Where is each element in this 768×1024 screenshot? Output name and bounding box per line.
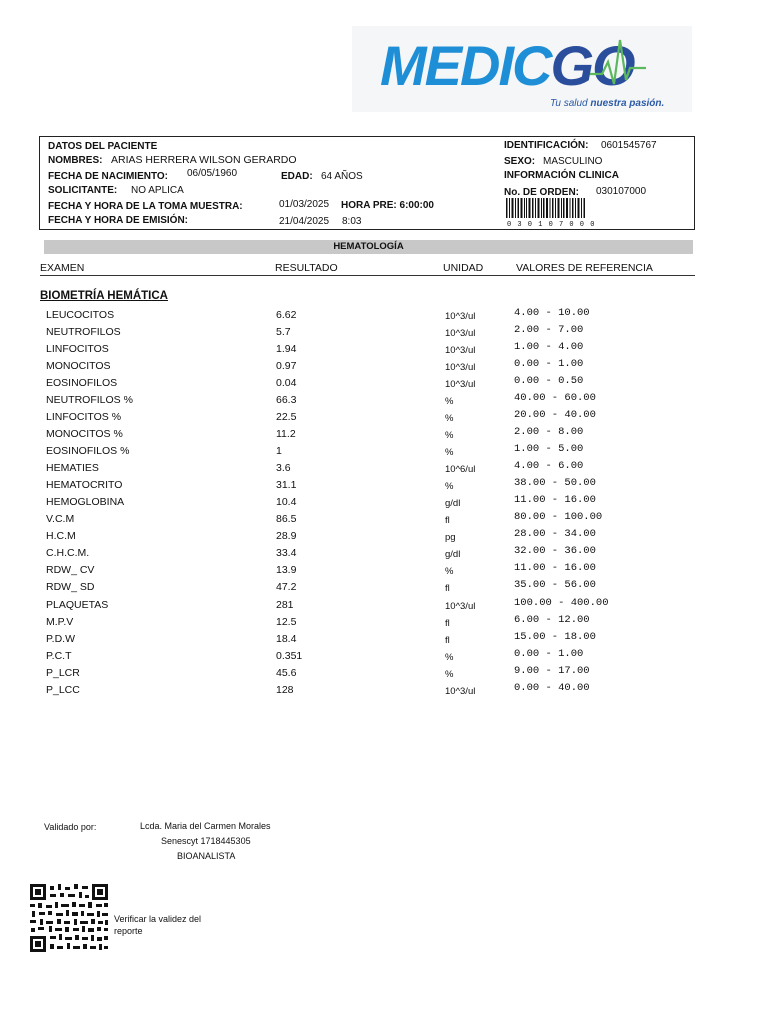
exam-name: HEMATIES [46,462,99,474]
exam-unit: % [445,430,454,441]
exam-result: 18.4 [276,633,297,645]
exam-unit: fl [445,515,450,526]
exam-result: 0.97 [276,360,297,372]
order-value: 030107000 [596,186,647,197]
table-row [0,427,768,444]
table-row [0,478,768,495]
col-unit: UNIDAD [443,262,484,274]
exam-result: 28.9 [276,530,297,542]
table-row [0,393,768,410]
exam-reference: 6.00 - 12.00 [514,614,590,626]
exam-name: V.C.M [46,513,75,525]
exam-result: 1.94 [276,343,297,355]
exam-name: LINFOCITOS [46,343,109,355]
exam-unit: g/dl [445,498,461,509]
exam-name: P_LCR [46,667,80,679]
exam-reference: 35.00 - 56.00 [514,579,596,591]
emission-datetime-label: FECHA Y HORA DE EMISIÓN: [48,215,189,226]
exam-name: HEMATOCRITO [46,479,123,491]
exam-name: RDW_ SD [46,581,95,593]
birth-label: FECHA DE NACIMIENTO: [48,171,168,182]
exam-reference: 2.00 - 7.00 [514,324,584,336]
exam-unit: 10^3/ul [445,686,476,697]
exam-reference: 32.00 - 36.00 [514,545,596,557]
exam-name: LEUCOCITOS [46,309,115,321]
table-row [0,376,768,393]
barcode-digits: 0 3 0 1 0 7 0 0 0 [507,221,596,229]
exam-result: 5.7 [276,326,291,338]
sample-date-value: 01/03/2025 [279,199,330,210]
table-row [0,683,768,700]
logo-tagline: Tu salud nuestra pasión. [550,98,665,109]
validator-name: Lcda. Maria del Carmen Morales [140,821,271,831]
exam-result: 0.351 [276,650,303,662]
exam-unit: % [445,481,454,492]
exam-reference: 4.00 - 6.00 [514,460,584,472]
exam-reference: 4.00 - 10.00 [514,307,590,319]
requester-label: SOLICITANTE: [48,185,118,196]
exam-name: LINFOCITOS % [46,411,122,423]
exam-result: 128 [276,684,294,696]
order-barcode [506,198,586,218]
names-value: ARIAS HERRERA WILSON GERARDO [111,154,297,166]
exam-unit: fl [445,618,450,629]
table-row [0,598,768,615]
exam-reference: 40.00 - 60.00 [514,392,596,404]
exam-reference: 100.00 - 400.00 [514,597,609,609]
table-row [0,632,768,649]
table-row [0,495,768,512]
exam-reference: 1.00 - 4.00 [514,341,584,353]
exam-result: 6.62 [276,309,297,321]
exam-reference: 28.00 - 34.00 [514,528,596,540]
exam-unit: fl [445,583,450,594]
exam-name: EOSINOFILOS % [46,445,130,457]
id-label: IDENTIFICACIÓN: [504,140,589,151]
table-row [0,580,768,597]
logo-wordmark: MEDICGO [380,34,634,97]
exam-result: 13.9 [276,564,297,576]
age-label: EDAD: [281,171,313,182]
table-row [0,666,768,683]
verify-text-line2: reporte [114,926,143,936]
exam-name: MONOCITOS [46,360,111,372]
requester-value: NO APLICA [131,185,184,196]
exam-unit: 10^3/ul [445,311,476,322]
id-value: 0601545767 [601,140,657,151]
exam-name: C.H.C.M. [46,547,90,559]
exam-unit: % [445,652,454,663]
exam-reference: 11.00 - 16.00 [514,494,596,506]
exam-reference: 20.00 - 40.00 [514,409,596,421]
table-row [0,649,768,666]
col-exam: EXAMEN [40,262,85,274]
sex-value: MASCULINO [543,156,603,167]
table-row [0,546,768,563]
exam-result: 3.6 [276,462,291,474]
exam-result: 86.5 [276,513,297,525]
exam-unit: pg [445,532,456,543]
table-row [0,308,768,325]
table-row [0,512,768,529]
table-row [0,529,768,546]
exam-unit: % [445,396,454,407]
exam-unit: 10^6/ul [445,464,476,475]
table-row [0,325,768,342]
sample-datetime-label: FECHA Y HORA DE LA TOMA MUESTRA: [48,201,243,212]
exam-unit: 10^3/ul [445,601,476,612]
table-row [0,615,768,632]
col-reference: VALORES DE REFERENCIA [516,262,653,274]
exam-unit: % [445,413,454,424]
exam-unit: % [445,669,454,680]
patient-section-label: DATOS DEL PACIENTE [48,141,158,152]
exam-result: 12.5 [276,616,297,628]
section-title-bar: HEMATOLOGÍA [44,240,693,254]
exam-unit: 10^3/ul [445,328,476,339]
exam-unit: 10^3/ul [445,345,476,356]
exam-result: 22.5 [276,411,297,423]
validator-role: BIOANALISTA [177,851,236,861]
exam-reference: 0.00 - 40.00 [514,682,590,694]
table-row [0,342,768,359]
medicgo-logo [352,26,692,112]
group-title: BIOMETRÍA HEMÁTICA [40,290,168,302]
validator-registration: Senescyt 1718445305 [161,836,251,846]
age-value: 64 AÑOS [321,171,363,182]
emission-time-value: 8:03 [342,216,362,227]
exam-unit: 10^3/ul [445,379,476,390]
heartbeat-icon [588,32,648,98]
table-row [0,444,768,461]
table-row [0,563,768,580]
exam-result: 31.1 [276,479,297,491]
exam-result: 1 [276,445,282,457]
exam-unit: 10^3/ul [445,362,476,373]
exam-name: NEUTROFILOS % [46,394,133,406]
exam-name: P_LCC [46,684,80,696]
sex-label: SEXO: [504,156,536,167]
exam-reference: 0.00 - 0.50 [514,375,584,387]
exam-unit: g/dl [445,549,461,560]
exam-result: 0.04 [276,377,297,389]
order-label: No. DE ORDEN: [504,187,579,198]
exam-name: P.D.W [46,633,75,645]
table-row [0,410,768,427]
table-row [0,359,768,376]
table-row [0,461,768,478]
exam-name: M.P.V [46,616,74,628]
exam-unit: % [445,447,454,458]
validated-by-label: Validado por: [44,822,97,832]
exam-reference: 15.00 - 18.00 [514,631,596,643]
exam-unit: % [445,566,454,577]
exam-name: MONOCITOS % [46,428,123,440]
exam-result: 45.6 [276,667,297,679]
exam-result: 33.4 [276,547,297,559]
exam-reference: 11.00 - 16.00 [514,562,596,574]
clinical-info-label: INFORMACIÓN CLINICA [504,170,619,181]
exam-result: 10.4 [276,496,297,508]
names-label: NOMBRES: [48,155,103,166]
birth-value: 06/05/1960 [187,168,238,179]
exam-name: HEMOGLOBINA [46,496,125,508]
exam-name: PLAQUETAS [46,599,109,611]
emission-date-value: 21/04/2025 [279,216,330,227]
exam-reference: 1.00 - 5.00 [514,443,584,455]
exam-reference: 80.00 - 100.00 [514,511,603,523]
qr-code-icon[interactable] [30,884,108,952]
exam-unit: fl [445,635,450,646]
exam-result: 47.2 [276,581,297,593]
exam-result: 66.3 [276,394,297,406]
exam-name: H.C.M [46,530,76,542]
exam-name: RDW_ CV [46,564,95,576]
results-column-headers [40,261,695,276]
exam-reference: 0.00 - 1.00 [514,358,584,370]
exam-reference: 2.00 - 8.00 [514,426,584,438]
verify-text-line1: Verificar la validez del [114,914,202,924]
exam-result: 281 [276,599,294,611]
exam-name: EOSINOFILOS [46,377,118,389]
exam-reference: 9.00 - 17.00 [514,665,590,677]
exam-reference: 38.00 - 50.00 [514,477,596,489]
col-result: RESULTADO [275,262,338,274]
exam-result: 11.2 [276,428,296,440]
exam-reference: 0.00 - 1.00 [514,648,584,660]
exam-name: NEUTROFILOS [46,326,121,338]
exam-name: P.C.T [46,650,72,662]
pre-time-label: HORA PRE: 6:00:00 [341,200,434,211]
